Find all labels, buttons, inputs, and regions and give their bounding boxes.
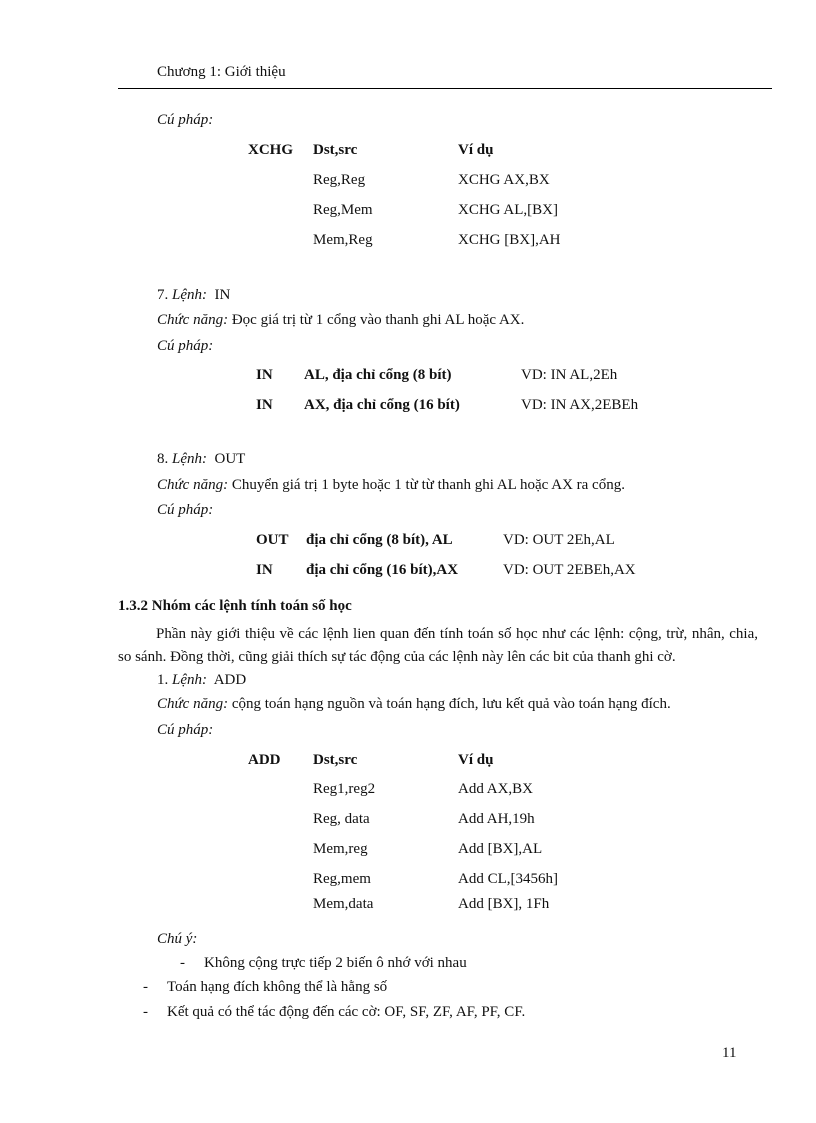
out-function-label: Chức năng: (157, 477, 229, 493)
add-col-operands: Dst,src (313, 752, 358, 768)
xchg-row-example: XCHG AX,BX (458, 172, 550, 188)
out-function-text: Chuyển giá trị 1 byte hoặc 1 từ từ thanh ghi AL hoặc AX ra cổng. (231, 477, 625, 493)
in-row-example: VD: IN AX,2EBEh (521, 397, 639, 413)
xchg-mnemonic: XCHG (248, 142, 293, 158)
xchg-row-example: XCHG [BX],AH (458, 232, 561, 248)
add-command-heading (157, 673, 246, 688)
out-row-example: VD: OUT 2EBEh,AX (503, 562, 636, 578)
in-syntax-label: Cú pháp: (157, 338, 214, 354)
add-row-operands: Mem,data (313, 896, 374, 912)
in-command-heading (157, 288, 230, 303)
add-name: ADD (213, 672, 247, 688)
chapter-header: Chương 1: Giới thiệu (157, 64, 286, 80)
out-row-operands: địa chỉ cổng (8 bít), AL (306, 532, 453, 548)
section-intro: Phần này giới thiệu về các lệnh lien quan đến tính toán số học như các lệnh: cộng, trừ, nhân, chia, so sánh. Đồng thời, cũng giải thích sự tác động của các lệnh này lên các bit của thanh ghi cờ. (118, 626, 758, 665)
in-function-label: Chức năng: (157, 312, 229, 328)
note-bullet: - (180, 955, 185, 971)
note-item: Kết quả có thể tác động đến các cờ: OF, SF, ZF, AF, PF, CF. (167, 1004, 526, 1020)
xchg-row-example: XCHG AL,[BX] (458, 202, 558, 218)
add-row-operands: Reg1,reg2 (313, 781, 376, 797)
add-row-example: Add [BX],AL (458, 841, 543, 857)
in-function (157, 313, 524, 328)
out-row-mnemonic: IN (256, 562, 273, 578)
add-function-label: Chức năng: (157, 696, 229, 712)
in-number: 7. (157, 287, 169, 303)
add-mnemonic: ADD (248, 752, 281, 768)
note-bullet: - (143, 1004, 148, 1020)
header-divider (118, 88, 772, 89)
xchg-row-operands: Reg,Mem (313, 202, 373, 218)
out-name: OUT (214, 451, 246, 467)
in-name: IN (214, 287, 231, 303)
xchg-col-operands: Dst,src (313, 142, 358, 158)
add-label: Lệnh: (172, 672, 207, 688)
add-row-example: Add AX,BX (458, 781, 534, 797)
add-row-example: Add CL,[3456h] (458, 871, 558, 887)
out-row-mnemonic: OUT (256, 532, 289, 548)
add-function (157, 697, 671, 712)
in-row-mnemonic: IN (256, 397, 273, 413)
add-number: 1. (157, 672, 169, 688)
xchg-row-operands: Reg,Reg (313, 172, 366, 188)
out-syntax-label: Cú pháp: (157, 502, 214, 518)
out-command-heading (157, 452, 245, 467)
out-row-example: VD: OUT 2Eh,AL (503, 532, 615, 548)
xchg-col-example: Ví dụ (458, 142, 494, 158)
in-row-mnemonic: IN (256, 367, 273, 383)
add-row-operands: Reg, data (313, 811, 370, 827)
add-row-operands: Reg,mem (313, 871, 371, 887)
in-row-operands: AX, địa chỉ cổng (16 bít) (304, 397, 460, 413)
in-label: Lệnh: (172, 287, 207, 303)
add-row-example: Add [BX], 1Fh (458, 896, 550, 912)
add-row-example: Add AH,19h (458, 811, 535, 827)
note-item: Không cộng trực tiếp 2 biến ô nhớ với nhau (204, 955, 467, 971)
add-row-operands: Mem,reg (313, 841, 368, 857)
note-item: Toán hạng đích không thể là hằng số (167, 979, 388, 995)
section-heading: 1.3.2 Nhóm các lệnh tính toán số học (118, 598, 352, 614)
notes-label: Chú ý: (157, 931, 198, 947)
out-label: Lệnh: (172, 451, 207, 467)
add-function-text: cộng toán hạng nguồn và toán hạng đích, lưu kết quả vào toán hạng đích. (231, 696, 671, 712)
in-row-operands: AL, địa chỉ cổng (8 bít) (304, 367, 452, 383)
out-row-operands: địa chỉ cổng (16 bít),AX (306, 562, 459, 578)
in-function-text: Đọc giá trị từ 1 cổng vào thanh ghi AL hoặc AX. (231, 312, 525, 328)
page-number: 11 (722, 1045, 737, 1061)
add-col-example: Ví dụ (458, 752, 494, 768)
add-syntax-label: Cú pháp: (157, 722, 214, 738)
xchg-row-operands: Mem,Reg (313, 232, 373, 248)
out-function (157, 478, 625, 493)
in-row-example: VD: IN AL,2Eh (521, 367, 618, 383)
xchg-syntax-label: Cú pháp: (157, 112, 214, 128)
note-bullet: - (143, 979, 148, 995)
out-number: 8. (157, 451, 169, 467)
